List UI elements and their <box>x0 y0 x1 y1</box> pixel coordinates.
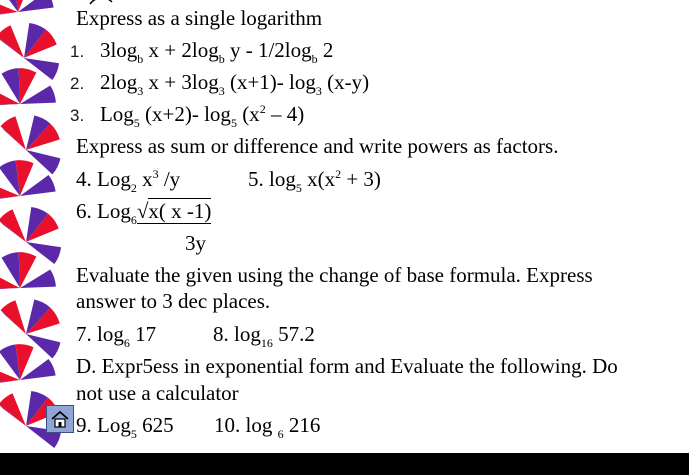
decorative-swirl-border <box>0 0 80 453</box>
heading-exponential-line2: not use a calculator <box>76 381 239 405</box>
fraction-numerator: √x( x -1) <box>136 199 212 223</box>
heading-single-logarithm: Express as a single logarithm <box>76 6 323 30</box>
item-6: 6. Log$_6$√x( x -1) <box>76 199 212 227</box>
item-8: 8. $\log_{16} 57.2$ <box>213 322 315 350</box>
sqrt-symbol: √ <box>136 199 149 223</box>
heading-change-of-base-line1: Evaluate the given using the change of base formula. Express <box>76 263 593 287</box>
item-9: 9. Log$_5$ 625 <box>76 413 174 441</box>
list-item-1: 1. $3\log_b$ $x + 2\log_b$ y - $1/2\log_b$ 2 <box>70 38 334 66</box>
item-4: 4. Log$_2$ $x^3$ /y <box>76 167 181 195</box>
item-5: 5. $\log_5 x(x^2 + 3)$ <box>248 167 381 195</box>
item-number: 3. <box>70 106 85 125</box>
swirl-shapes <box>0 0 75 448</box>
heading-change-of-base-line2: answer to 3 dec places. <box>76 289 271 313</box>
home-button[interactable] <box>46 405 74 433</box>
heading-exponential-line1: D. Expr5ess in exponential form and Evaluate the following. Do <box>76 354 618 378</box>
list-item-3: 3. Log$_5$ (x+2)- $\log_5 (x^2 - 4)$ <box>70 102 305 130</box>
heading-sum-difference: Express as sum or difference and write powers as factors. <box>76 134 559 158</box>
fraction-denominator: 3y <box>185 231 206 255</box>
item-number: 2. <box>70 74 85 93</box>
item-number: 1. <box>70 42 85 61</box>
item-7: 7. $\log_6 17$ <box>76 322 157 350</box>
home-icon <box>50 409 70 429</box>
list-item-2: 2. $2\log_3$ $x + 3\log_3$ (x+1)- $\log_3 (x-y)$ <box>70 70 370 98</box>
item-10: 10. log $_6$ 216 <box>214 413 321 441</box>
